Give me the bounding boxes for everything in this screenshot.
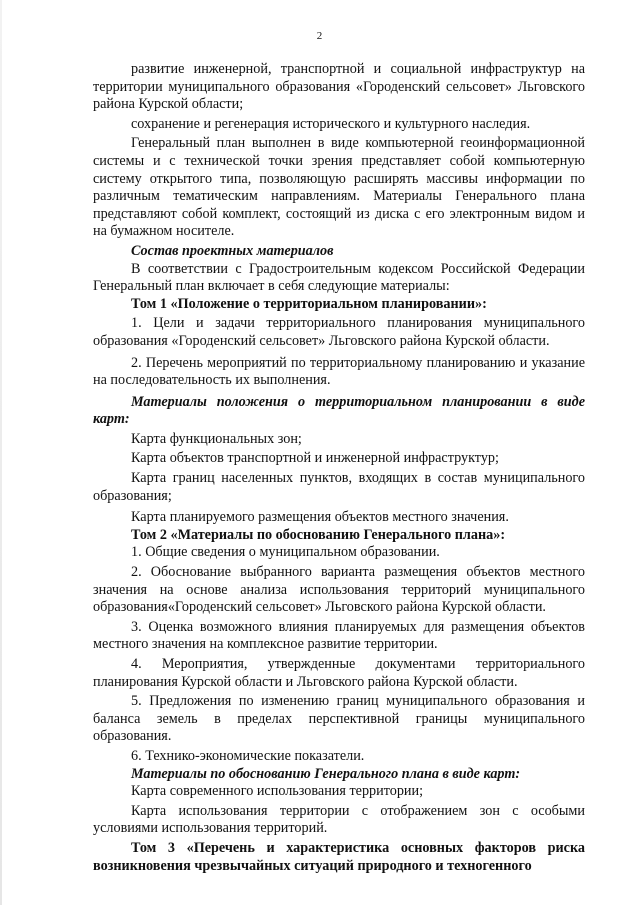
list-item-v2-4: 4. Мероприятия, утвержденные документами территориального планирования Курской области и Льговского района Курской области. [93, 656, 585, 690]
map-item-special-zones: Карта использования территории с отображением зон с особыми условиями использования территорий. [93, 802, 585, 837]
paragraph-code-reference: В соответствии с Градостроительным кодексом Российской Федерации Генеральный план включает в себя следующие материалы: [93, 260, 585, 295]
list-item-v2-6: 6. Технико-экономические показатели. [131, 747, 365, 764]
page-number: 2 [316, 30, 323, 42]
document-body [93, 61, 585, 875]
list-item-v2-1: 1. Общие сведения о муниципальном образовании. [131, 544, 440, 561]
map-item-local-objects: Карта планируемого размещения объектов местного значения. [131, 509, 509, 526]
heading-volume-2: Том 2 «Материалы по обоснованию Генерального плана»: [131, 526, 506, 543]
list-item-v1-2: 2. Перечень мероприятий по территориальному планированию и указание на последовательность их выполнения. [93, 354, 585, 389]
heading-v1-maps: Материалы положения о территориальном планировании в виде карт: [93, 393, 585, 428]
heading-volume-3: Том 3 «Перечень и характеристика основных факторов риска возникновения чрезвычайных ситуаций природного и техногенного [93, 839, 585, 874]
list-item-v1-1: 1. Цели и задачи территориального планирования муниципального образования «Городенский сельсовет» Льговского района Курской области. [93, 315, 585, 349]
map-item-transport: Карта объектов транспортной и инженерной инфраструктур; [131, 450, 499, 467]
heading-v2-maps: Материалы по обоснованию Генерального плана в виде карт: [131, 765, 521, 782]
scan-edge-shadow [0, 0, 2, 905]
paragraph-gis-description: Генеральный план выполнен в виде компьютерной геоинформационной системы и с технической точки зрения представляет собой компьютерную систему открытого типа, позволяющую расширять массивы информации по различным тематическим направлениям. Материалы Генерального плана представляют собой комплект, состоящий из диска с его электронным видом и на бумажном носителе. [93, 135, 585, 240]
heading-project-materials: Состав проектных материалов [131, 242, 334, 259]
map-item-current-use: Карта современного использования территории; [131, 783, 424, 800]
paragraph-heritage: сохранение и регенерация исторического и культурного наследия. [131, 115, 531, 132]
map-item-functional-zones: Карта функциональных зон; [131, 430, 302, 447]
list-item-v2-5: 5. Предложения по изменению границ муниципального образования и баланса земель в пределах перспективной границы муниципального образования. [93, 693, 585, 745]
list-item-v2-2: 2. Обоснование выбранного варианта размещения объектов местного значения на основе анализа использования территорий муниципального образования«Городенский сельсовет» Льговского района Курской области. [93, 564, 585, 616]
map-item-settlement-borders: Карта границ населенных пунктов, входящих в состав муниципального образования; [93, 470, 585, 504]
list-item-v2-3: 3. Оценка возможного влияния планируемых для размещения объектов местного значения на комплексное развитие территории. [93, 618, 585, 653]
paragraph-infrastructure: развитие инженерной, транспортной и социальной инфраструктур на территории муниципального образования «Городенский сельсовет» Льговского района Курской области; [93, 61, 585, 113]
heading-volume-1: Том 1 «Положение о территориальном планировании»: [131, 295, 487, 312]
